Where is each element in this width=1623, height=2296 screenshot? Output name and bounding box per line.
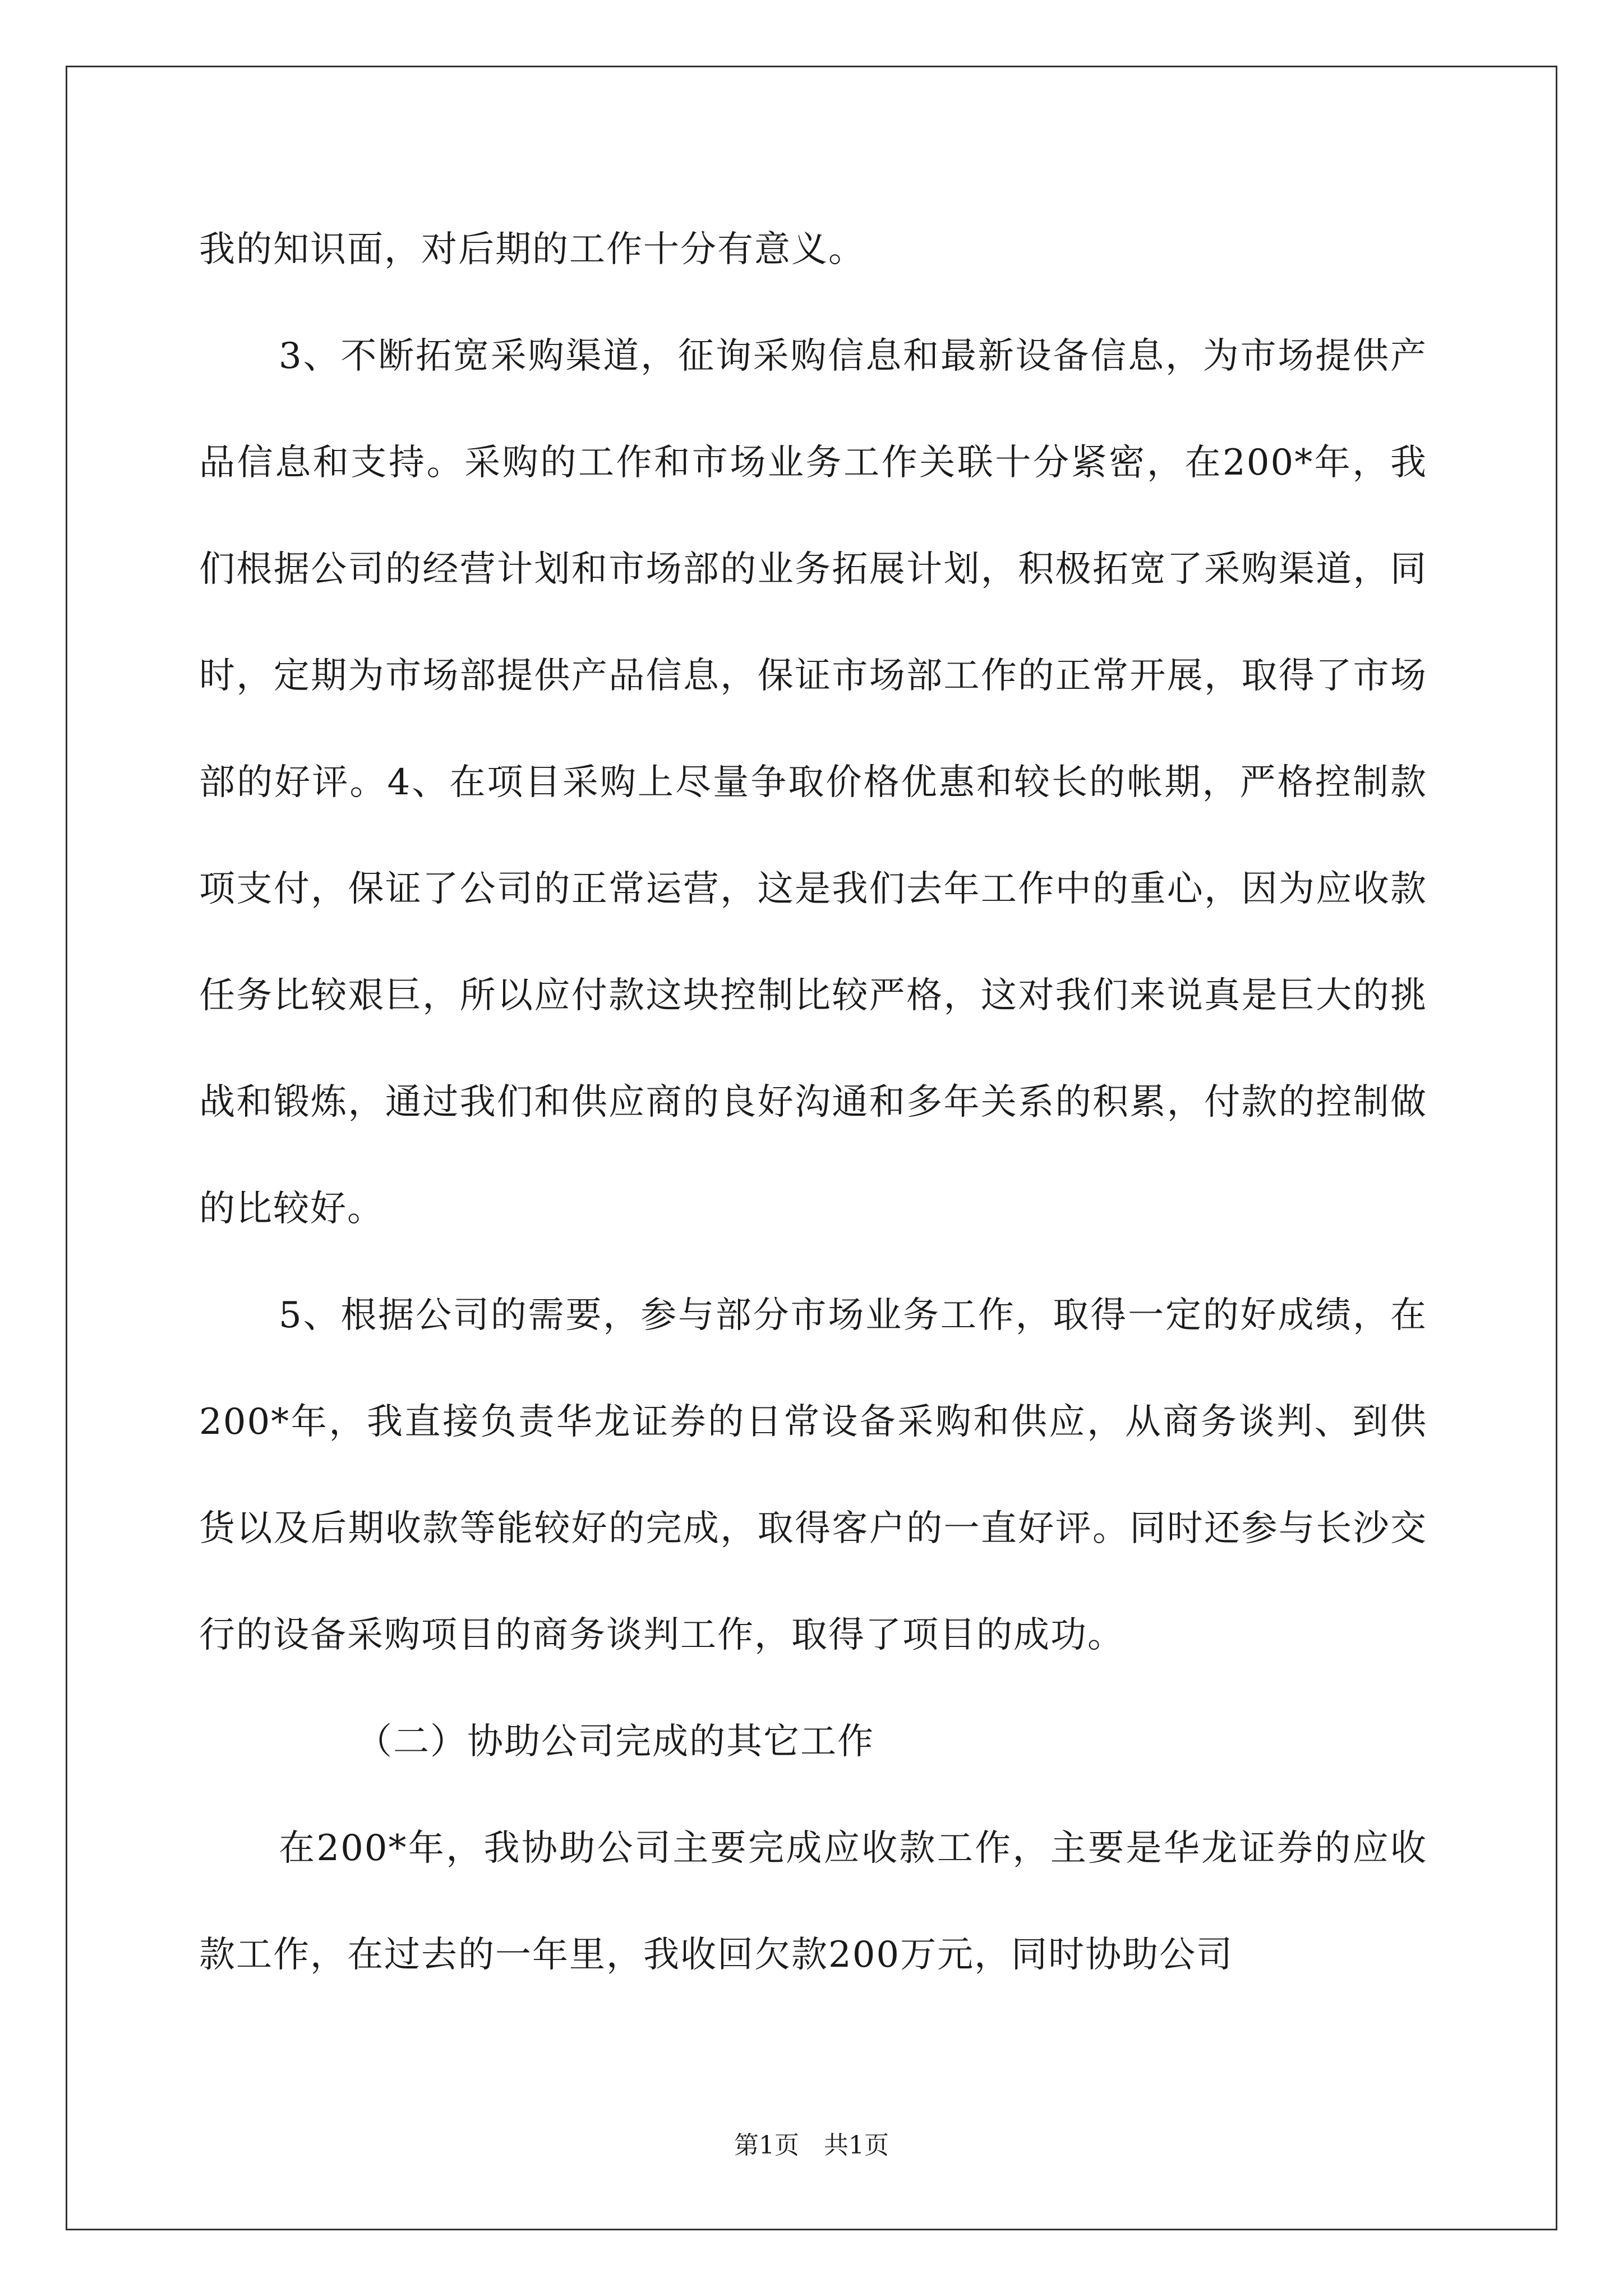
document-body xyxy=(199,196,1427,2008)
paragraph-1: 我的知识面，对后期的工作十分有意义。 xyxy=(199,229,865,270)
section-heading: （二）协助公司完成的其它工作 xyxy=(356,1721,874,1763)
paragraph-2: 3、不断拓宽采购渠道，征询采购信息和最新设备信息，为市场提供产品信息和支持。采购的工作和市场业务工作关联十分紧密，在200*年，我们根据公司的经营计划和市场部的业务拓展计划，积极拓宽了采购渠道，同时，定期为市场部提供产品信息，保证市场部工作的正常开展，取得了市场部的好评。4、在项目采购上尽量争取价格优惠和较长的帐期，严格控制款项支付，保证了公司的正常运营，这是我们去年工作中的重心，因为应收款任务比较艰巨，所以应付款这块控制比较严格，这对我们来说真是巨大的挑战和锻炼，通过我们和供应商的良好沟通和多年关系的积累，付款的控制做的比较好。 xyxy=(199,335,1427,1230)
paragraph-4: 在200*年，我协助公司主要完成应收款工作，主要是华龙证券的应收款工作，在过去的一年里，我收回欠款200万元，同时协助公司 xyxy=(199,1828,1427,1976)
paragraph-3: 5、根据公司的需要，参与部分市场业务工作，取得一定的好成绩，在200*年，我直接负责华龙证券的日常设备采购和供应，从商务谈判、到供货以及后期收款等能较好的完成，取得客户的一直好评。同时还参与长沙交行的设备采购项目的商务谈判工作，取得了项目的成功。 xyxy=(199,1295,1427,1656)
page-number-footer: 第1页 共1页 xyxy=(734,2131,889,2160)
